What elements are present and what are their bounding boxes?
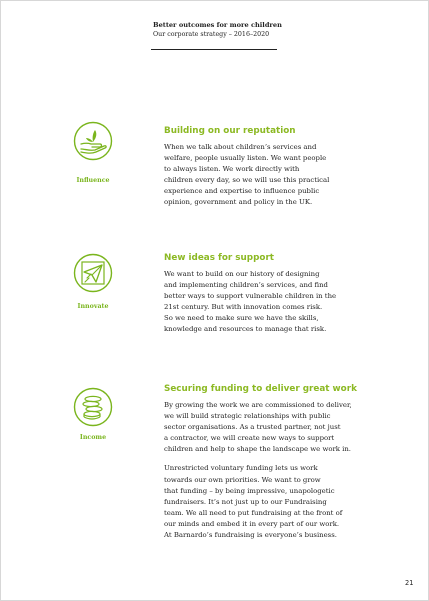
section-body-funding <box>164 400 396 541</box>
page-header <box>153 21 282 39</box>
coin-stack-icon <box>73 387 113 427</box>
paper-plane-icon <box>73 253 113 293</box>
body-line: team. We all need to put fundraising at the front of <box>164 508 343 517</box>
body-line: 21st century. But with innovation comes risk. <box>164 303 323 312</box>
section-heading-funding: Securing funding to deliver great work <box>164 384 357 394</box>
header-title: Better outcomes for more children <box>153 21 282 29</box>
section-heading-new-ideas: New ideas for support <box>164 253 274 263</box>
section-heading-reputation: Building on our reputation <box>164 126 296 136</box>
body-line: towards our own priorities. We want to grow <box>164 475 321 484</box>
body-line: children and help to shape the landscape we work in. <box>164 445 351 454</box>
body-line: At Barnardo’s fundraising is everyone’s business. <box>164 531 337 540</box>
page-number: 21 <box>405 579 414 587</box>
body-line: we will build strategic relationships with public <box>164 412 331 421</box>
body-line: and implementing children’s services, and find <box>164 281 328 290</box>
icon-label-innovate: Innovate <box>77 303 109 310</box>
body-line: experience and expertise to influence public <box>164 187 320 196</box>
header-subtitle: Our corporate strategy – 2016–2020 <box>153 31 270 38</box>
body-line: When we talk about children’s services and <box>164 143 317 151</box>
body-line: By growing the work we are commissioned to deliver, <box>164 401 352 409</box>
header-divider <box>151 49 277 50</box>
section-body-reputation <box>164 142 396 209</box>
section-body-new-ideas <box>164 269 396 336</box>
hand-with-leaf-icon <box>73 121 113 161</box>
body-line: our minds and embed it in every part of our work. <box>164 519 340 528</box>
body-line: knowledge and resources to manage that risk. <box>164 325 327 334</box>
body-line: a contractor, we will create new ways to support <box>164 434 335 443</box>
body-line: better ways to support vulnerable children in the <box>164 292 337 301</box>
body-line: We want to build on our history of designing <box>164 270 320 278</box>
body-line: welfare, people usually listen. We want people <box>164 154 327 163</box>
body-line: to always listen. We work directly with <box>164 165 300 174</box>
body-line: children every day, so we will use this practical <box>164 176 330 185</box>
body-line: fundraisers. It’s not just up to our Fundraising <box>164 497 327 506</box>
body-line: So we need to make sure we have the skills, <box>164 314 319 323</box>
body-line: Unrestricted voluntary funding lets us work <box>164 464 318 473</box>
section-body-funding-para2 <box>164 463 396 541</box>
body-line: opinion, government and policy in the UK. <box>164 198 313 207</box>
icon-label-income: Income <box>79 434 107 441</box>
icon-label-influence: Influence <box>76 177 110 184</box>
body-line: that funding – by being impressive, unapologetic <box>164 486 335 495</box>
body-line: sector organisations. As a trusted partner, not just <box>164 423 341 432</box>
